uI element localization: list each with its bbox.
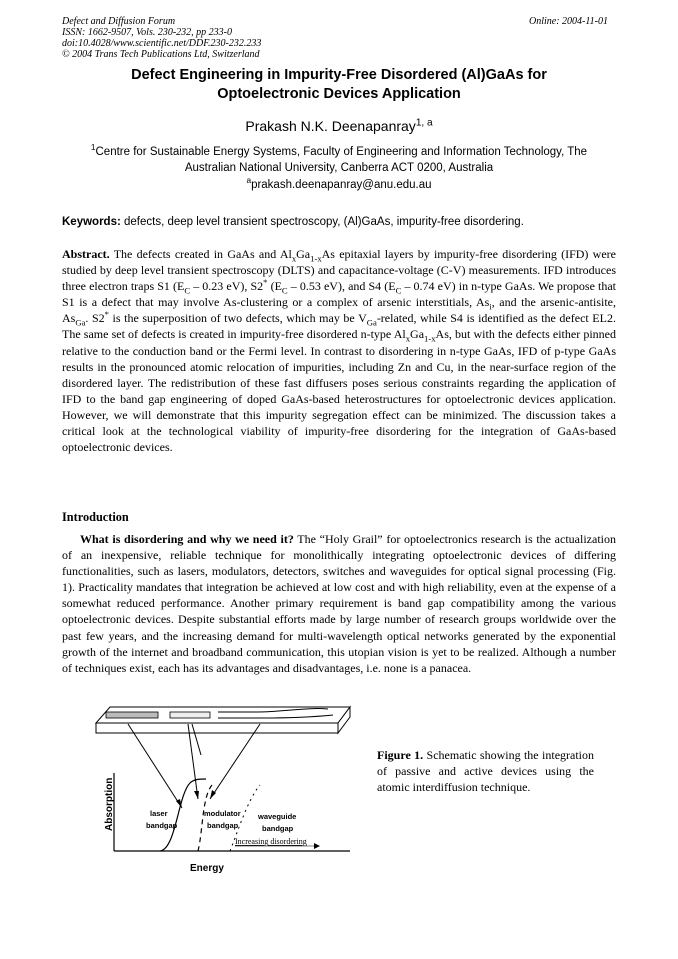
figure-caption	[377, 747, 594, 796]
doi-line: doi:10.4028/www.scientific.net/DDF.230-232.233	[62, 38, 262, 49]
journal-name: Defect and Diffusion Forum	[62, 16, 176, 27]
keywords-text: defects, deep level transient spectroscopy, (Al)GaAs, impurity-free disordering.	[120, 216, 524, 228]
modulator-label-2: bandgap	[207, 821, 239, 830]
email-line	[62, 176, 616, 191]
email-sup: a	[246, 176, 252, 186]
intro-body: The “Holy Grail” for optoelectronics research is the actualization of an inexpensive, reliable technique for monolithically integrating optoelectronic devices of differing functionalities, such as lasers, modulators, detectors, switches and waveguides for optical signal processing (Fig. 1). Practicality mandates that integration be achieved at low cost and with high reliability, even at the expense of a somewhat reduced performance. Another primary requirement is band gap compatibility among the various optoelectronic devices. Despite substantial efforts made by large number of research groups worldwide over the past few years, and the increasing demand for multi-wavelength optical networks generated by the exponential growth of the internet and broadband communication, this utopian vision is yet to be realized. Although a number of techniques exist, each has its advantages and disadvantages, i.e. none is a panacea.	[62, 532, 616, 675]
laser-label-1: laser	[150, 809, 168, 818]
modulator-label-1: modulator	[204, 809, 241, 818]
intro-lead: What is disordering and why we need it?	[80, 532, 294, 546]
abstract-label: Abstract.	[62, 247, 110, 261]
running-header	[62, 16, 261, 60]
x-axis-label: Energy	[190, 863, 224, 874]
waveguide-label-1: waveguide	[258, 812, 297, 821]
laser-section	[106, 712, 158, 718]
caption-label: Figure 1.	[377, 748, 424, 762]
y-axis-label: Absorption	[104, 777, 115, 831]
waveguide-label-2: bandgap	[262, 824, 294, 833]
issn-line: ISSN: 1662-9507, Vols. 230-232, pp 233-0	[62, 27, 232, 38]
disordering-arrowhead	[314, 843, 320, 849]
email-address: prakash.deenapanray@anu.edu.au	[251, 179, 432, 191]
figure-1-schematic	[88, 703, 358, 883]
author-line	[62, 118, 616, 134]
affil-line-1: Centre for Sustainable Energy Systems, Faculty of Engineering and Information Technology, The	[95, 146, 588, 158]
modulator-arrow-a	[188, 724, 198, 799]
title-line-1: Defect Engineering in Impurity-Free Disordered (Al)GaAs for	[131, 67, 547, 83]
author-sup: 1, a	[415, 117, 433, 129]
laser-label-2: bandgap	[146, 821, 178, 830]
laser-arrow	[128, 724, 182, 808]
absorption-curve-modulator	[198, 785, 212, 851]
affiliation	[62, 144, 616, 176]
modulator-section	[170, 712, 210, 718]
title-line-2: Optoelectronic Devices Application	[217, 86, 461, 102]
keywords-label: Keywords:	[62, 216, 121, 228]
waveguide-arrow	[210, 724, 260, 799]
abstract: Abstract. The defects created in GaAs and $Al_xGa_{1-x}As$ epitaxial layers by impurity-free disordering (IFD) were studied by deep level transient spectroscopy (DLTS) and capacitance-voltage (C-V) measurements. IFD introduces three electron traps S1 ($E_C - 0.23$ eV), S2* ($E_C - 0.53$ eV), and S4 ($E_C - 0.74$ eV) in n-type GaAs. We propose that S1 is a defect that may involve As-clustering or a complex of arsenic interstitials, $As_i$, and the arsenic-antisite, $As_{Ga}$. S2* is the superposition of two defects, which may be $V_{Ga}$-related, while S4 is identified as the defect EL2. The same set of defects is created in impurity-free disordered n-type $Al_xGa_{1-x}As$, but with the defects either pinned relative to the conduction band or the Fermi level. In contrast to disordering in n-type GaAs, IFD of p-type GaAs results in the pronounced atomic relocation of impurities, including Zn and Cu, in the near-surface region of the disordered layer. The redistribution of these fast diffusers poses serious constraints regarding the application of IFD to the band gap engineering of doped GaAs-based heterostructures for optoelectronic devices application. However, we will demonstrate that this impurity segregation effect can be minimized. The discussion takes a critical look at the technological viability of impurity-free disordering for the integration of GaAs-based optoelectronic devices.	[62, 247, 617, 455]
increasing-disordering-label: Increasing disordering	[235, 837, 307, 846]
keywords	[62, 216, 616, 228]
intro-paragraph	[62, 531, 616, 676]
caption-text: Schematic showing the integration of passive and active devices using the atomic interdiffusion technique.	[377, 748, 595, 795]
affil-sup: 1	[90, 143, 96, 153]
online-date: Online: 2004-11-01	[529, 16, 608, 27]
copyright-line: © 2004 Trans Tech Publications Ltd, Switzerland	[62, 49, 260, 60]
paper-title	[62, 66, 616, 104]
author-name: Prakash N.K. Deenapanray	[245, 118, 416, 134]
affil-line-2: Australian National University, Canberra ACT 0200, Australia	[184, 162, 494, 174]
intro-heading: Introduction	[62, 510, 129, 524]
